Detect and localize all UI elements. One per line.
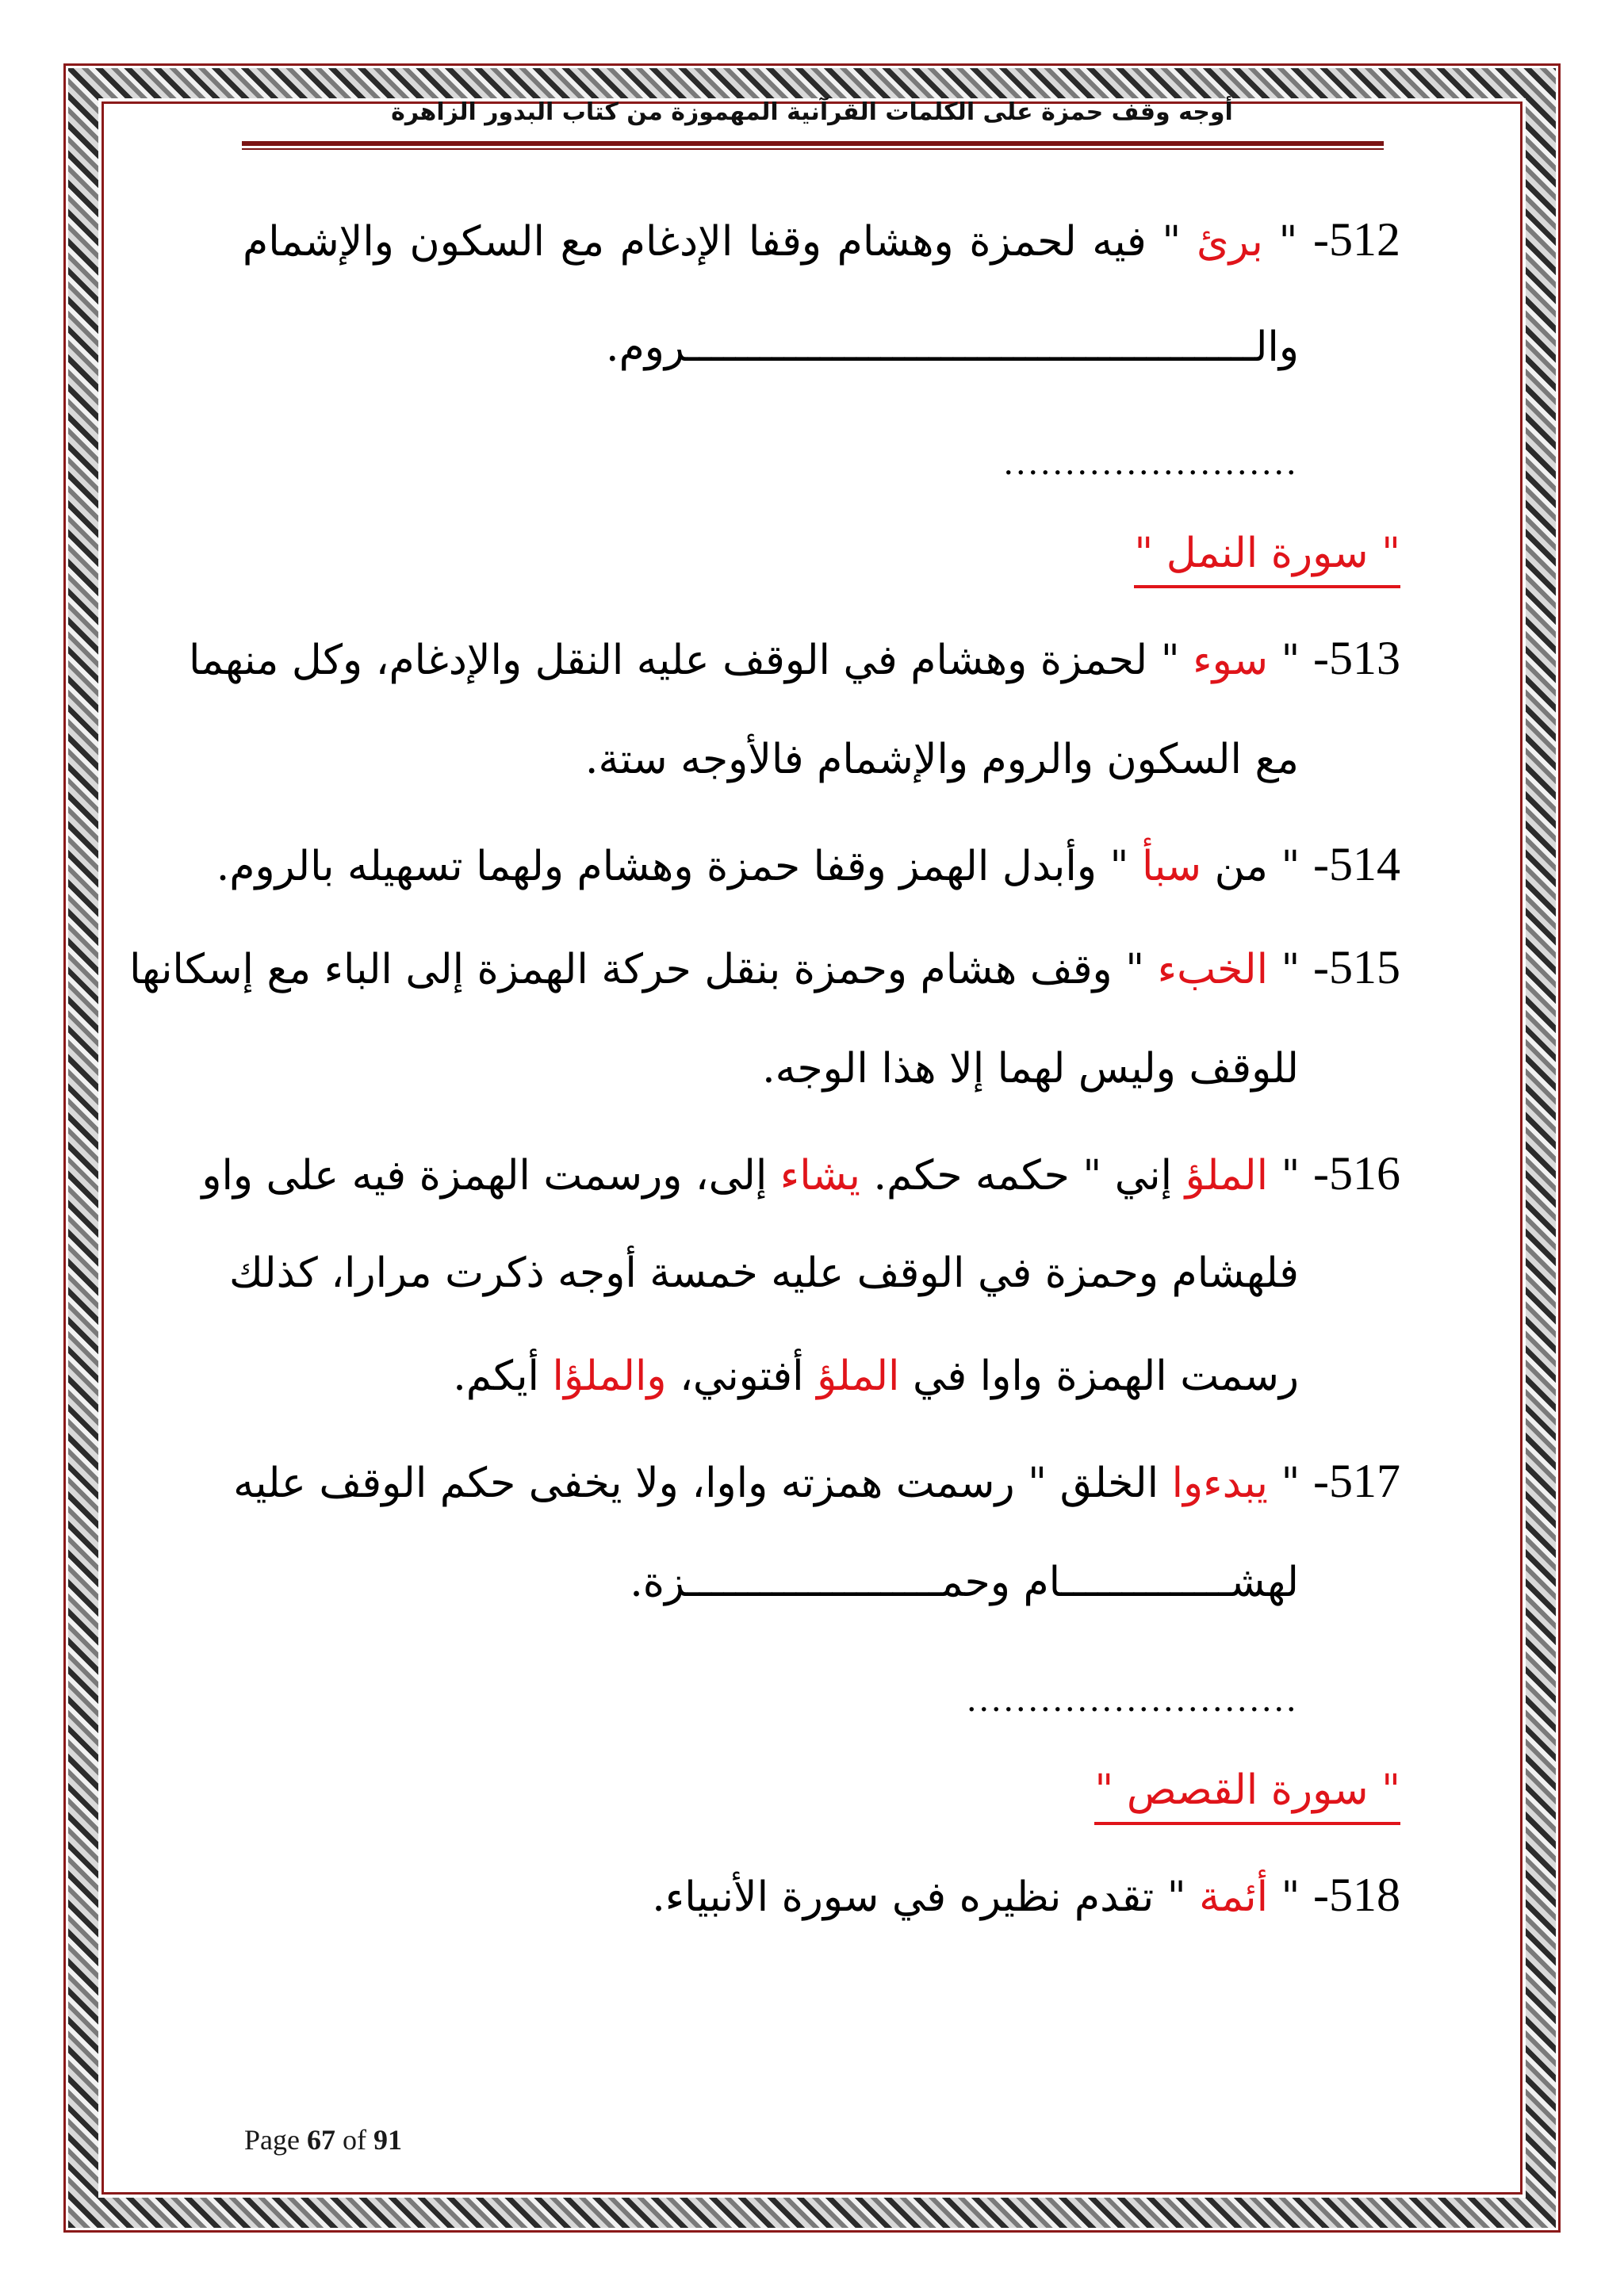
highlighted-word: والملؤا	[552, 1353, 667, 1400]
entry-513-line-2: مع السكون والروم والإشمام فالأوجه ستة.	[584, 736, 1299, 783]
current-page: 67	[306, 2124, 335, 2156]
highlighted-word: برئ	[1196, 218, 1263, 266]
page-header-title: أوجه وقف حمزة على الكلمات القرآنية المهموزة من كتاب البدور الزاهرة	[391, 98, 1233, 126]
entry-517-line-2: لهشــــــــــــــام وحمـــــــــــــــــــــزة.	[630, 1559, 1299, 1606]
surah-heading-qasas: " سورة القصص "	[1094, 1766, 1400, 1825]
entry-518-line-1: 518- " أئمة " تقدم نظيره في سورة الأنبياء.	[652, 1869, 1400, 1921]
entry-515-line-1: 515- " الخبء " وقف هشام وحمزة بنقل حركة الهمزة إلى الباء مع إسكانها	[129, 941, 1400, 993]
highlighted-word: أئمة	[1199, 1873, 1269, 1921]
entry-513-line-1: 513- " سوء " لحمزة وهشام في الوقف عليه النقل والإدغام، وكل منهما	[188, 632, 1400, 684]
entry-516-line-2: فلهشام وحمزة في الوقف عليه خمسة أوجه ذكرت مرارا، كذلك	[228, 1249, 1299, 1297]
highlighted-word: الملؤ	[1185, 1152, 1269, 1200]
entry-number: 514-	[1313, 838, 1400, 890]
entry-512-line-2: والـــــــــــــــــــــــــــــــــــــــــــــــروم.	[606, 323, 1299, 371]
highlighted-word: سبأ	[1141, 843, 1202, 890]
section-separator: ........................	[1004, 442, 1299, 482]
entry-516-line-1: 516- " الملؤ إني " حكمه حكم. يشاء إلى، ورسمت الهمزة فيه على واو	[201, 1147, 1400, 1200]
entry-number: 512-	[1313, 213, 1400, 266]
surah-heading-naml: " سورة النمل "	[1134, 530, 1400, 588]
highlighted-word: الخبء	[1157, 946, 1269, 993]
entry-515-line-2: للوقف وليس لهما إلا هذا الوجه.	[762, 1045, 1299, 1093]
page-number-footer: Page 67 of 91	[244, 2124, 402, 2156]
entry-number: 513-	[1313, 632, 1400, 684]
page-content	[129, 0, 1400, 2296]
highlighted-word: الملؤ	[817, 1353, 900, 1400]
highlighted-word: يبدءوا	[1171, 1460, 1269, 1507]
highlighted-word: سوء	[1193, 637, 1269, 684]
entry-number: 515-	[1313, 941, 1400, 993]
total-pages: 91	[373, 2124, 402, 2156]
entry-514-line-1: 514- " من سبأ " وأبدل الهمز وقفا حمزة وهشام ولهما تسهيله بالروم.	[216, 838, 1400, 890]
entry-512-line-1: 512- " برئ " فيه لحمزة وهشام وقفا الإدغام مع السكون والإشمام	[243, 213, 1400, 266]
highlighted-word: يشاء	[779, 1152, 860, 1200]
entry-number: 517-	[1313, 1455, 1400, 1507]
section-separator: ...........................	[967, 1678, 1299, 1719]
entry-number: 516-	[1313, 1147, 1400, 1200]
entry-number: 518-	[1313, 1869, 1400, 1921]
entry-516-line-3: رسمت الهمزة واوا في الملؤ أفتوني، والملؤا أيكم.	[453, 1353, 1299, 1400]
entry-517-line-1: 517- " يبدءوا الخلق " رسمت همزته واوا، ولا يخفى حكم الوقف عليه	[233, 1455, 1400, 1507]
